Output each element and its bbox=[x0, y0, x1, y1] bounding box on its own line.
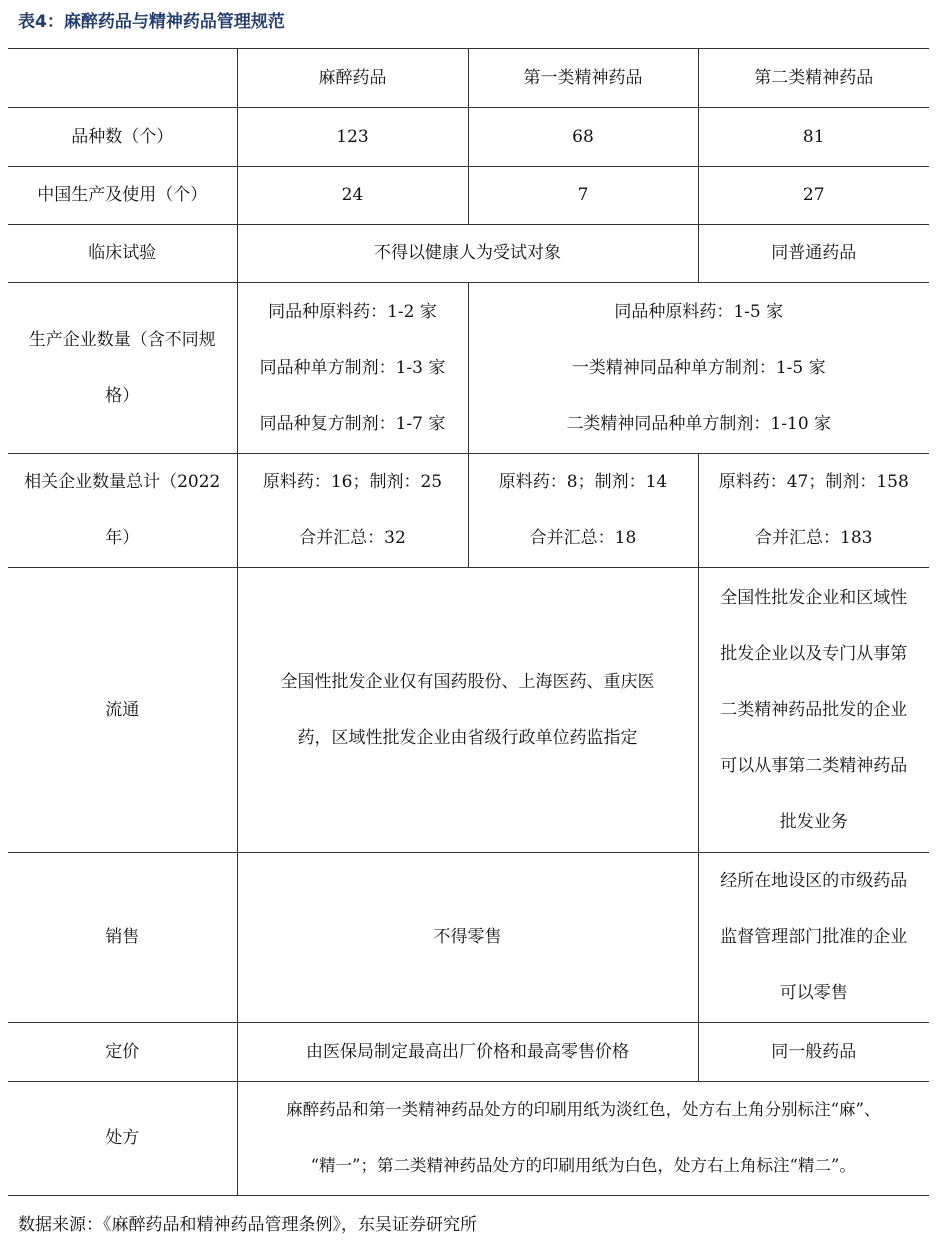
table-title: 表4：麻醉药品与精神药品管理规范 bbox=[18, 12, 285, 32]
cell-line: 同品种原料药：1-5 家 bbox=[614, 301, 784, 322]
cell-line: 二类精神同品种单方制剂：1-10 家 bbox=[566, 413, 832, 434]
cell-line: 合并汇总：32 bbox=[299, 528, 406, 548]
cell-line: 监督管理部门批准的企业 bbox=[720, 927, 908, 947]
row-label: 品种数（个） bbox=[8, 107, 237, 166]
header-psy2: 第二类精神药品 bbox=[698, 49, 929, 107]
row-label: 中国生产及使用（个） bbox=[8, 166, 237, 224]
row-label: 销售 bbox=[8, 852, 237, 1022]
header-narcotic: 麻醉药品 bbox=[237, 49, 468, 107]
cell-line: 经所在地设区的市级药品 bbox=[720, 871, 908, 891]
cell-psy2: 81 bbox=[698, 107, 929, 166]
row-label-line: 相关企业数量总计（2022 bbox=[24, 472, 221, 492]
cell-narcotic bbox=[237, 282, 468, 453]
cell-line: 原料药：47；制剂：158 bbox=[718, 472, 909, 492]
cell-line: 一类精神同品种单方制剂：1-5 家 bbox=[571, 357, 826, 378]
cell-line: 批发业务 bbox=[779, 811, 848, 832]
row-label: 临床试验 bbox=[8, 224, 237, 282]
cell-line: 同品种复方制剂：1-7 家 bbox=[259, 413, 446, 434]
row-china-use bbox=[8, 166, 929, 224]
cell-narcotic: 24 bbox=[237, 166, 468, 224]
cell-psy2: 同普通药品 bbox=[698, 224, 929, 282]
cell-psy2 bbox=[698, 453, 929, 567]
cell-line: 麻醉药品和第一类精神药品处方的印刷用纸为淡红色，处方右上角分别标注“麻”、 bbox=[286, 1100, 881, 1119]
cell-narcotic bbox=[237, 453, 468, 567]
cell-line: 原料药：16；制剂：25 bbox=[262, 472, 443, 492]
row-label bbox=[8, 282, 237, 453]
cell-psy2: 同一般药品 bbox=[698, 1022, 929, 1081]
row-label-line: 年） bbox=[105, 528, 140, 548]
cell-narcotic: 123 bbox=[237, 107, 468, 166]
cell-line: 合并汇总：183 bbox=[755, 528, 873, 548]
cell-line: 全国性批发企业仅有国药股份、上海医药、重庆医 bbox=[280, 671, 655, 692]
cell-line: 同品种原料药：1-2 家 bbox=[268, 301, 437, 322]
row-varieties bbox=[8, 107, 929, 166]
row-label bbox=[8, 453, 237, 567]
cell-psy bbox=[468, 282, 929, 453]
row-total-2022 bbox=[8, 453, 929, 567]
cell-psy2 bbox=[698, 852, 929, 1022]
cell-line: 同品种单方制剂：1-3 家 bbox=[259, 357, 446, 378]
row-label: 定价 bbox=[8, 1022, 237, 1081]
header-psy1: 第一类精神药品 bbox=[468, 49, 698, 107]
cell-narcotic-psy1 bbox=[237, 567, 698, 852]
data-source-note: 数据来源：《麻醉药品和精神药品管理条例》，东吴证券研究所 bbox=[18, 1215, 477, 1235]
row-retail bbox=[8, 852, 929, 1022]
row-label-line: 格） bbox=[105, 385, 140, 406]
row-label-line: 生产企业数量（含不同规 bbox=[28, 329, 216, 350]
cell-psy2: 27 bbox=[698, 166, 929, 224]
row-distribution bbox=[8, 567, 929, 852]
row-clinical bbox=[8, 224, 929, 282]
row-label: 处方 bbox=[8, 1081, 237, 1195]
cell-line: 药，区域性批发企业由省级行政单位药监指定 bbox=[297, 727, 638, 748]
drug-regulation-table bbox=[8, 49, 929, 1196]
row-label: 流通 bbox=[8, 567, 237, 852]
cell-psy1: 68 bbox=[468, 107, 698, 166]
cell-psy1 bbox=[468, 453, 698, 567]
row-manufacturers bbox=[8, 282, 929, 453]
cell-narcotic-psy1: 不得以健康人为受试对象 bbox=[237, 224, 698, 282]
header-row bbox=[8, 49, 929, 107]
cell-narcotic-psy1: 由医保局制定最高出厂价格和最高零售价格 bbox=[237, 1022, 698, 1081]
cell-line: 合并汇总：18 bbox=[529, 528, 637, 548]
cell-line: 全国性批发企业和区域性 bbox=[720, 587, 908, 608]
cell-line: 二类精神药品批发的企业 bbox=[720, 699, 908, 720]
cell-line: 可以从事第二类精神药品 bbox=[720, 755, 908, 776]
cell-narcotic-psy1: 不得零售 bbox=[237, 852, 698, 1022]
cell-psy2 bbox=[698, 567, 929, 852]
cell-all bbox=[237, 1081, 929, 1195]
cell-line: 批发企业以及专门从事第 bbox=[720, 643, 908, 664]
header-empty bbox=[8, 49, 237, 107]
cell-line: “精一”；第二类精神药品处方的印刷用纸为白色，处方右上角标注“精二”。 bbox=[310, 1156, 856, 1175]
cell-line: 可以零售 bbox=[779, 983, 848, 1003]
cell-line: 原料药：8；制剂：14 bbox=[498, 472, 668, 492]
row-pricing bbox=[8, 1022, 929, 1081]
cell-psy1: 7 bbox=[468, 166, 698, 224]
row-prescription bbox=[8, 1081, 929, 1195]
